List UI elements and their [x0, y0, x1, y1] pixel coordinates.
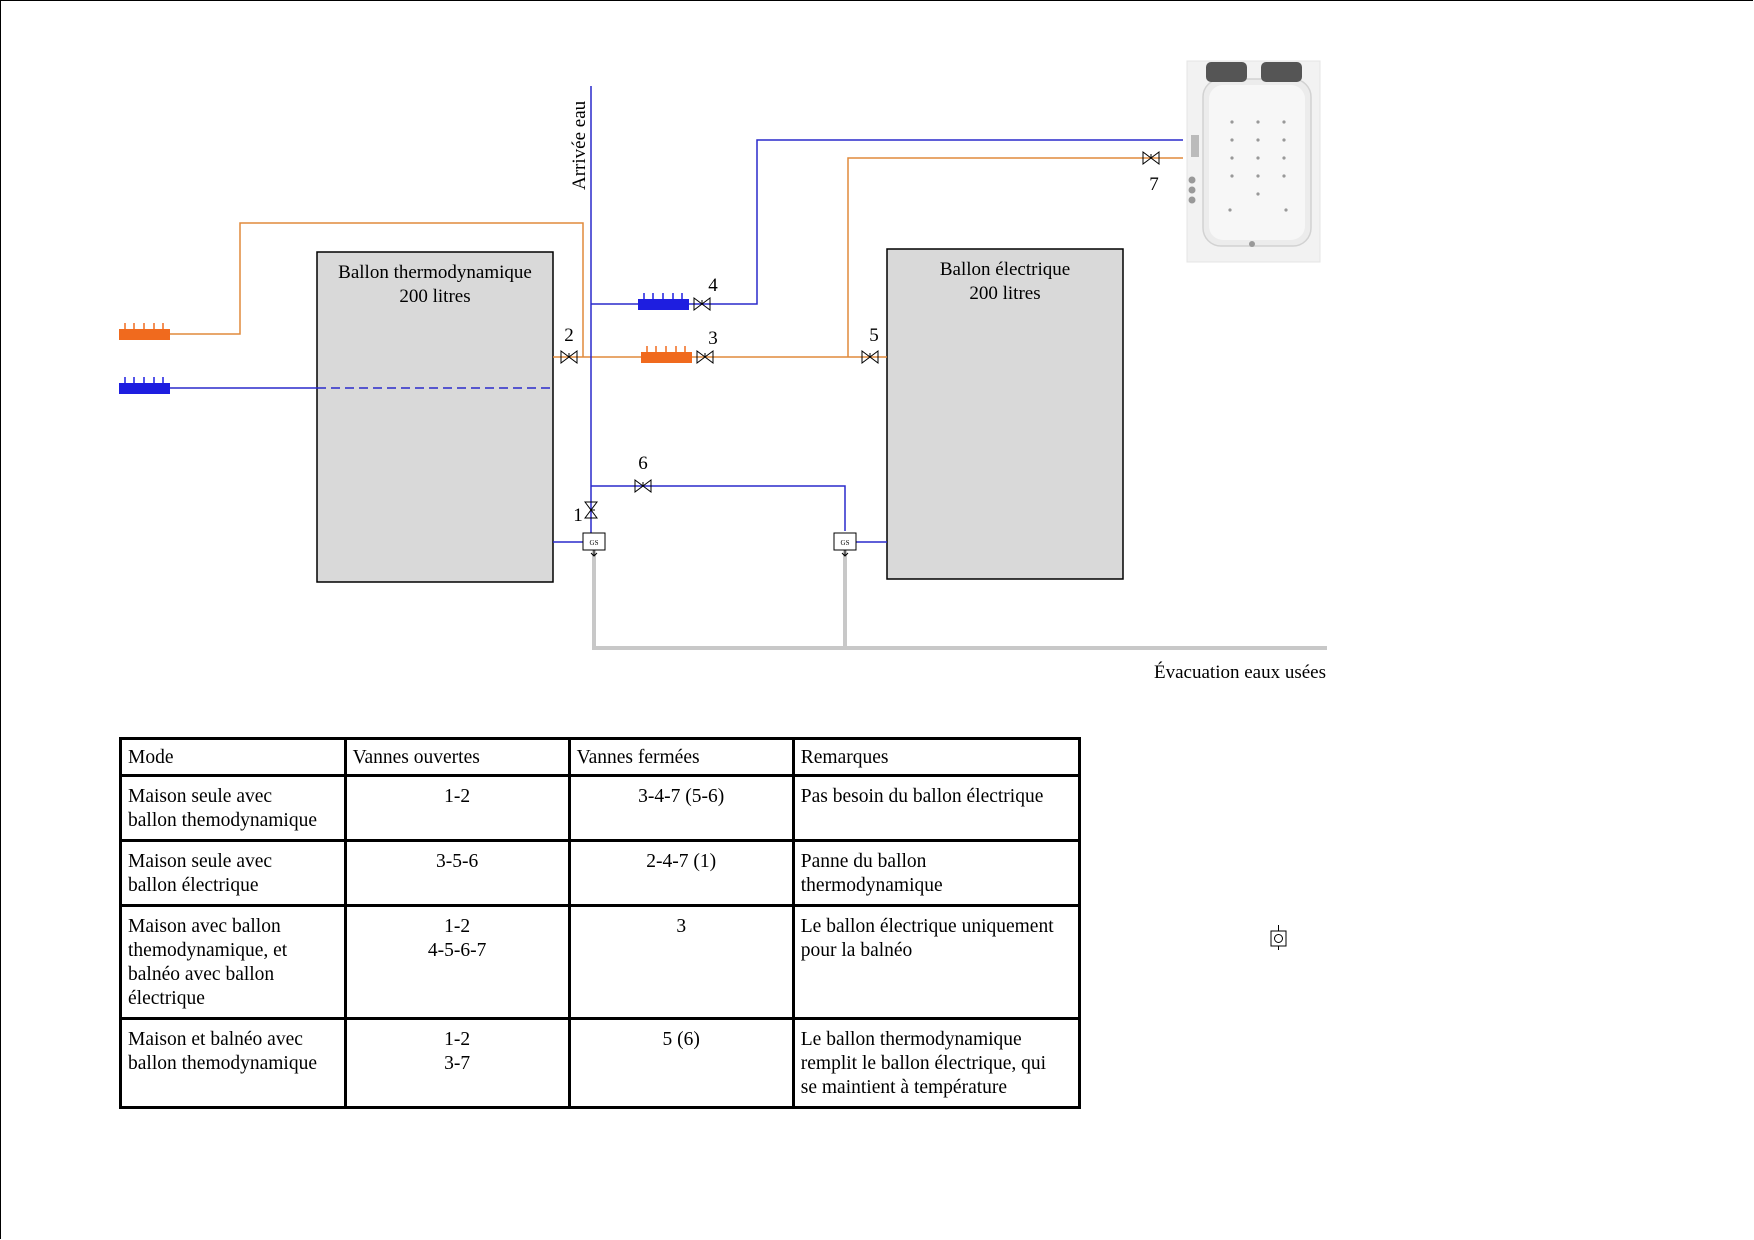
cell-mode: Maison seule avec ballon themodynamique: [121, 776, 346, 841]
valve-5-label: 5: [869, 325, 879, 346]
cold-manifold-bath: [638, 293, 689, 310]
electric-tank-title: Ballon électrique: [939, 259, 1071, 280]
valve-1-label: 1: [573, 505, 583, 526]
svg-text:GS: GS: [589, 539, 599, 547]
valve-6-label: 6: [638, 453, 648, 474]
cell-open: 1-2 3-7: [345, 1019, 569, 1108]
valve-7-label: 7: [1149, 174, 1159, 195]
cell-mode: Maison seule avec ballon électrique: [121, 841, 346, 906]
valve-modes-table: [119, 737, 1081, 1109]
table-row: [121, 776, 1080, 841]
cell-closed: 5 (6): [569, 1019, 793, 1108]
thermo-tank-title: Ballon thermodynamique: [338, 262, 532, 283]
cell-remarks: Pas besoin du ballon électrique: [793, 776, 1079, 841]
table-row: [121, 841, 1080, 906]
table-row: [121, 1019, 1080, 1108]
header-open-valves: Vannes ouvertes: [345, 739, 569, 776]
electric-tank-capacity: 200 litres: [969, 283, 1041, 304]
table-row: [121, 906, 1080, 1019]
cell-open: 1-2: [345, 776, 569, 841]
svg-text:GS: GS: [840, 539, 850, 547]
hot-manifold-left: [119, 323, 170, 340]
cell-closed: 3-4-7 (5-6): [569, 776, 793, 841]
table-header-row: [121, 739, 1080, 776]
cell-remarks: Panne du ballon thermodynamique: [793, 841, 1079, 906]
safety-group-electric: [834, 533, 856, 556]
hot-manifold-house: [641, 346, 692, 363]
header-mode: Mode: [121, 739, 346, 776]
water-inlet-label: Arrivée eau: [569, 100, 590, 190]
cell-open: 1-2 4-5-6-7: [345, 906, 569, 1019]
valve-4-label: 4: [708, 275, 718, 296]
cell-closed: 3: [569, 906, 793, 1019]
cell-remarks: Le ballon électrique uniquement pour la balnéo: [793, 906, 1079, 1019]
thermo-tank-capacity: 200 litres: [399, 286, 471, 307]
header-remarks: Remarques: [793, 739, 1079, 776]
cell-mode: Maison avec ballon themodynamique, et balnéo avec ballon électrique: [121, 906, 346, 1019]
cell-closed: 2-4-7 (1): [569, 841, 793, 906]
valve-2-label: 2: [564, 325, 574, 346]
bathtub-image: [1187, 61, 1320, 262]
header-closed-valves: Vannes fermées: [569, 739, 793, 776]
cell-mode: Maison et balnéo avec ballon themodynamique: [121, 1019, 346, 1108]
waste-outlet-label: Évacuation eaux usées: [1154, 662, 1326, 683]
cell-remarks: Le ballon thermodynamique remplit le ballon électrique, qui se maintient à température: [793, 1019, 1079, 1108]
small-symbol-icon: [1271, 925, 1286, 950]
cell-open: 3-5-6: [345, 841, 569, 906]
cold-manifold-left: [119, 377, 170, 394]
safety-group-thermo: [583, 533, 605, 556]
valve-3-label: 3: [708, 328, 718, 349]
